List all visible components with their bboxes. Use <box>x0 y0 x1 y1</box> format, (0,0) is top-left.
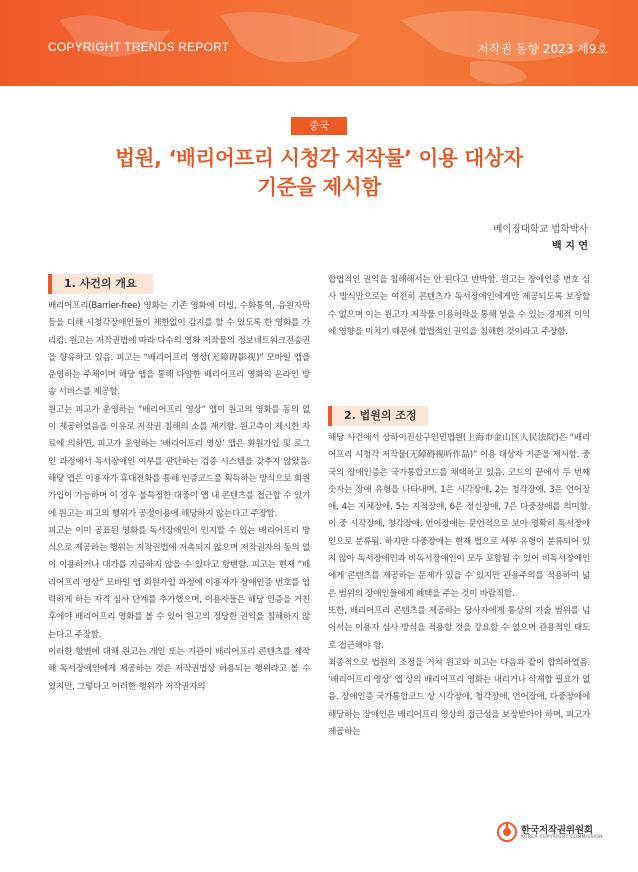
organization-name-en: KOREA COPYRIGHT COMMISSION <box>521 835 603 840</box>
section-heading: 2. 법원의 조정 <box>328 406 428 426</box>
issue-label: 저작권 동향 2023 제9호 <box>477 42 608 56</box>
report-header <box>0 0 638 86</box>
paragraph: 이러한 항변에 대해 원고는 개인 또는 기관이 배리어프리 콘텐츠를 제작해 독서장애인에게 제공하는 것은 저작권법상 허용되는 행위라고 볼 수 있지만, 그렇다고 이러한 행위가 저작권자의 <box>48 646 310 692</box>
organization-logo <box>497 819 617 849</box>
author-name: 백 지 연 <box>552 241 588 252</box>
paragraph: 배리어프리(Barrier-free) 영화는 기존 영화에 더빙, 수화통역, 음원자막 등을 더해 시청각장애인들이 제한없이 감지를 할 수 있도록 한 영화를 가리킴. 원고는 저작권법에 따라 다수의 영화 저작물의 정보네트워크전송권을 향유하고 있음. 피고는 “배리어프리 영상(无障碍影视)” 모바일 앱을 운영하는 주체이며 해당 앱을 통해 다양한 배리어프리 영화의 온라인 방송 서비스를 제공함. <box>48 301 310 398</box>
paragraph: 최종적으로 법원의 조정을 거쳐 원고와 피고는 다음과 같이 합의하였음. ‘배리어프리 영상’ 앱 상의 배리어프리 영화는 내리거나 삭제할 필요가 없음. 장애인증 국가통합코드 상 시각장애, 청각장애, 언어장애, 다중장애에 해당하는 장애인은 배리어프리 영상의 접근성을 보장받아야 하며, 피고가 제공하는 <box>328 657 590 738</box>
paragraph: 원고는 피고가 운영하는 “배리어프리 영상” 앱이 원고의 영화를 동의 없이 제공하였음을 이유로 저작권 침해의 소를 제기함. 원고측이 제시한 자료에 의하면, 피고가 운영하는 ‘배리어프리 영상’ 앱은 회원가입 및 로그인 과정에서 독서장애인 여부를 판단하는 검증 시스템을 갖추지 않았음. 해당 앱은 이용자가 휴대전화를 통해 인증코드를 획득하는 방식으로 회원가입이 가능하며 이 경우 불특정한 대중이 앱 내 콘텐츠를 접근할 수 있기에 원고는 피고의 행위가 공정이용에 해당하지 않는다고 주장함. <box>48 404 310 519</box>
paragraph: 피고는 이미 공표된 영화를 독서장애인이 인지할 수 있는 배리어프리 방식으로 제공하는 행위는 저작권법에 저촉되지 않으며 저작권자의 동의 없이 이용하거나 대가를 지급하지 않을 수 있다고 항변함. 피고는 현재 “배리어프리 영상” 모바일 앱 회원가입 과정에 이용자가 장애인증 번호를 입력하게 하는 자격 심사 단계를 추가했으며, 이용자들은 해당 인증을 거친 후에야 배리어프리 영화를 볼 수 있어 원고의 정당한 권익을 침해하지 않는다고 주장함. <box>48 525 310 640</box>
article-title <box>40 144 598 202</box>
title-line: 법원, ‘배리어프리 시청각 저작물’ 이용 대상자 <box>115 146 523 170</box>
author-affiliation: 베이징대학교 법학박사 <box>493 224 588 235</box>
right-column-continuation <box>328 272 590 341</box>
paragraph: 합법적인 권익을 침해해서는 안 된다고 반박함. 원고는 장애인증 번호 심사 방식만으로는 여전히 콘텐츠가 독서장애인에게만 제공되도록 보장할 수 없으며 이는 원고가 저작물 이용허락을 통해 얻을 수 있는 경제적 이익에 영향을 미치기 때문에 합법적인 권익을 침해한 것이라고 주장함. <box>328 275 590 337</box>
commission-emblem-icon <box>497 822 517 842</box>
paragraph: 또한, 배리어프리 콘텐츠를 제공하는 당사자에게 통상의 기술 범위를 넘어서는 이용자 심사 방식을 적용할 것을 강요할 수 없으며 관용적인 태도로 접근해야 함. <box>328 605 590 651</box>
left-column <box>48 298 310 696</box>
paragraph: 해당 사건에서 상하이진산구인민법원(上海市金山区人民法院)은 “배리어프리 시청각 저작물(无障碍视听作品)” 이용 대상자 기준을 제시함. 중국의 장애인증은 국가통합코드를 채택하고 있음. 코드의 끝에서 두 번째 숫자는 장애 유형을 나타내며, 1은 시각장애, 2는 청각장애, 3은 언어장애, 4는 지체장애, 5는 지적장애, 6은 정신장애, 7은 다중장애를 의미함. 이 중 시각장애, 청각장애, 언어장애는 문언적으로 보아 명확히 독서장애인으로 분류됨. 하지만 다중장애는 현재 법으로 세부 유형이 분류되어 있지 않아 독서장애인과 비독서장애인이 모두 포함될 수 있어 비독서장애인에게 콘텐츠를 제공하는 문제가 있을 수 있지만 관용주의를 적용하여 넓은 범위의 장애인들에게 혜택을 주는 것이 바람직함. <box>328 433 590 599</box>
right-column <box>328 430 590 741</box>
organization-name: 한국저작권위원회 <box>521 825 593 836</box>
category-badge: 중국 <box>291 117 347 135</box>
title-line: 기준을 제시함 <box>257 175 381 199</box>
report-name: COPYRIGHT TRENDS REPORT <box>48 40 230 54</box>
section-heading: 1. 사건의 개요 <box>48 274 153 294</box>
